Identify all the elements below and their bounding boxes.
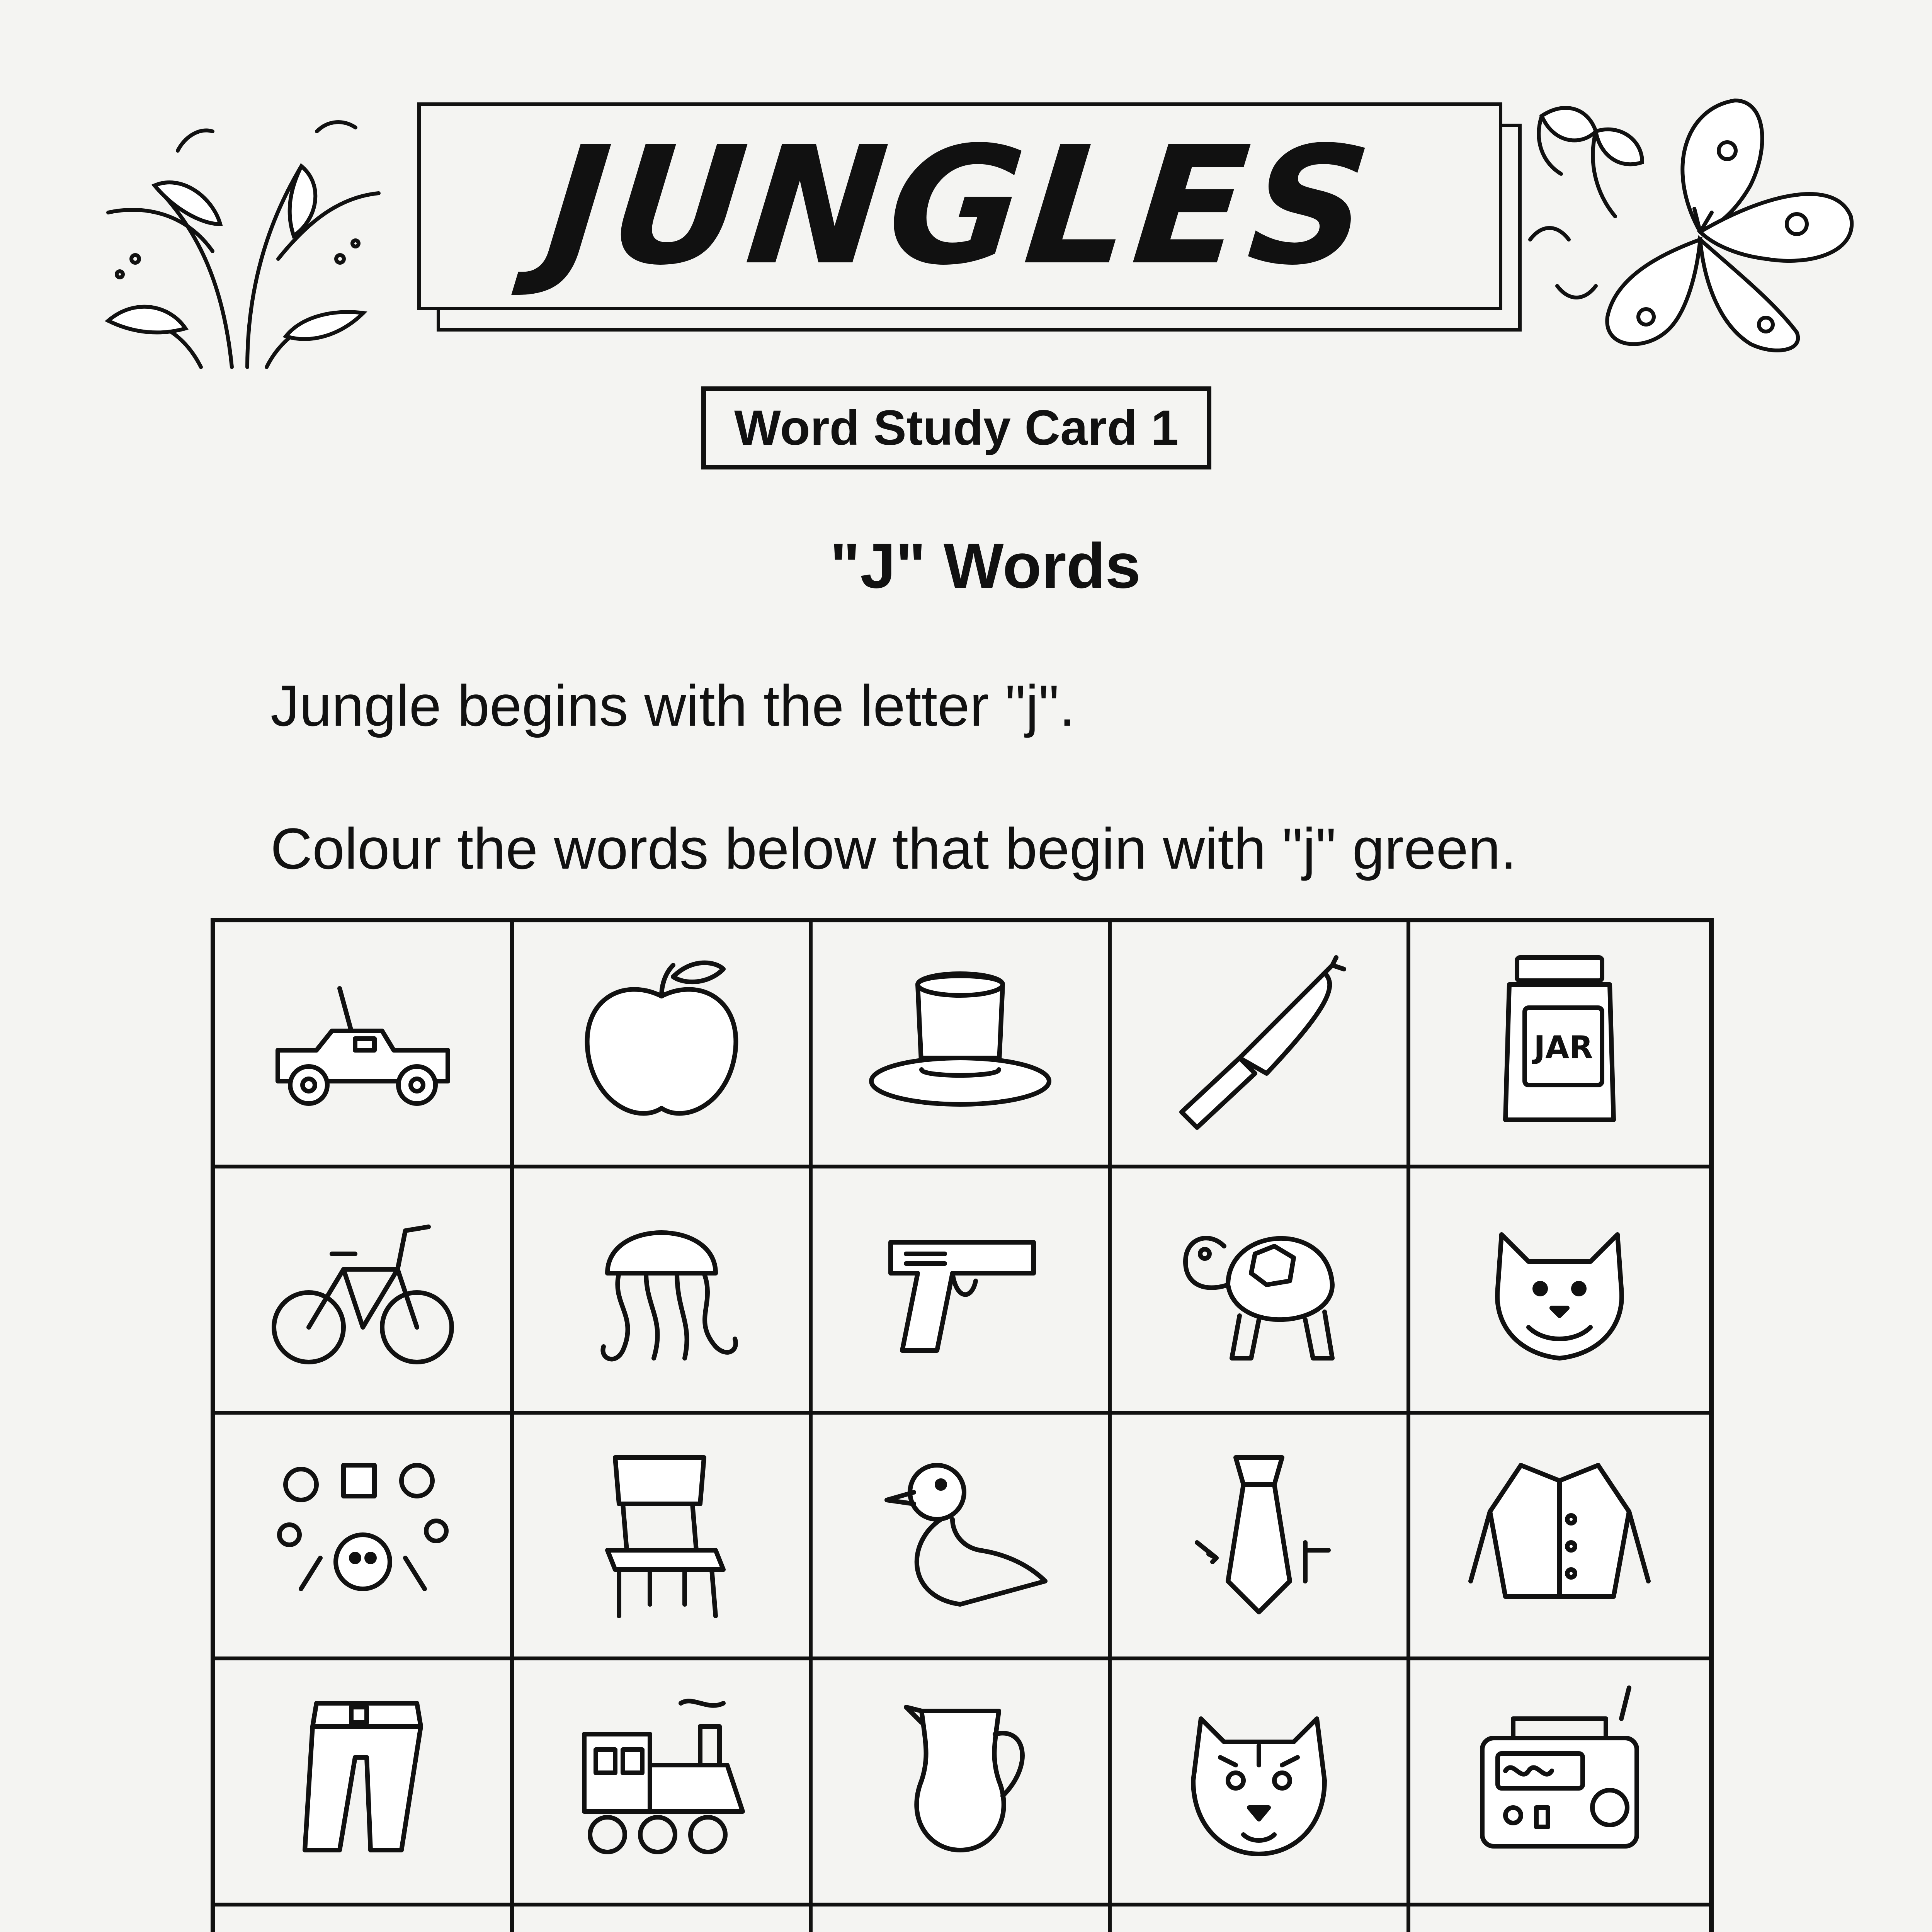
top-hat-icon [852, 942, 1068, 1145]
jaguar-icon [255, 1926, 471, 1932]
card-label: Word Study Card 1 [734, 400, 1179, 456]
page-title: JUNGLES [537, 112, 1382, 301]
jug-icon [852, 1680, 1068, 1883]
section-heading: "J" Words [830, 530, 1141, 601]
zipper-icon [852, 1926, 1068, 1932]
picture-cell [514, 1660, 813, 1906]
jacket-icon [1451, 1434, 1668, 1637]
picture-cell [215, 1906, 514, 1932]
butterfly-flower-icon [1519, 85, 1866, 363]
tiger-icon [1151, 1680, 1367, 1883]
turtle-icon [1151, 1188, 1367, 1391]
picture-cell [215, 1660, 514, 1906]
apple-icon [553, 942, 770, 1145]
jeep-icon [255, 942, 471, 1145]
mouse-icon [1451, 1926, 1668, 1932]
title-frame [417, 102, 1502, 310]
picture-cell [1112, 1906, 1410, 1932]
bicycle-icon [255, 1188, 471, 1391]
knife-icon [1151, 942, 1367, 1145]
picture-cell [1410, 1660, 1709, 1906]
picture-cell [1112, 1168, 1410, 1415]
jar-label-text: JAR [1534, 1029, 1594, 1065]
picture-cell [215, 922, 514, 1168]
picture-cell [1112, 1415, 1410, 1661]
picture-cell [1112, 922, 1410, 1168]
picture-cell [813, 1415, 1111, 1661]
picture-cell [813, 1660, 1111, 1906]
picture-cell [813, 922, 1111, 1168]
picture-cell [1410, 1906, 1709, 1932]
duck-icon [852, 1434, 1068, 1637]
picture-cell [514, 922, 813, 1168]
jungle-plants-icon [85, 97, 394, 375]
radio-icon [1451, 1680, 1668, 1883]
picture-cell [514, 1906, 813, 1932]
jet-icon [1151, 1926, 1367, 1932]
jellyfish-icon [553, 1188, 770, 1391]
instruction-text: Jungle begins with the letter "j". [270, 673, 1075, 738]
juggler-icon [255, 1434, 471, 1637]
jar-icon [1451, 942, 1668, 1145]
train-icon [553, 1680, 770, 1883]
picture-cell [514, 1415, 813, 1661]
picture-cell [514, 1168, 813, 1415]
necktie-icon [1151, 1434, 1367, 1637]
picture-cell [1410, 922, 1709, 1168]
picture-cell [215, 1168, 514, 1415]
picture-cell [813, 1906, 1111, 1932]
picture-cell [1410, 1415, 1709, 1661]
picture-cell [813, 1168, 1111, 1415]
picture-grid [211, 918, 1714, 1932]
picture-cell [215, 1415, 514, 1661]
jeans-icon [255, 1680, 471, 1883]
picture-cell [1112, 1660, 1410, 1906]
chair-icon [553, 1434, 770, 1637]
peanut-icon [553, 1926, 770, 1932]
picture-cell [1410, 1168, 1709, 1415]
fox-icon [1451, 1188, 1668, 1391]
instruction-text: Colour the words below that begin with "j" green. [270, 816, 1517, 881]
pistol-icon [852, 1188, 1068, 1391]
card-label-box [701, 386, 1211, 469]
